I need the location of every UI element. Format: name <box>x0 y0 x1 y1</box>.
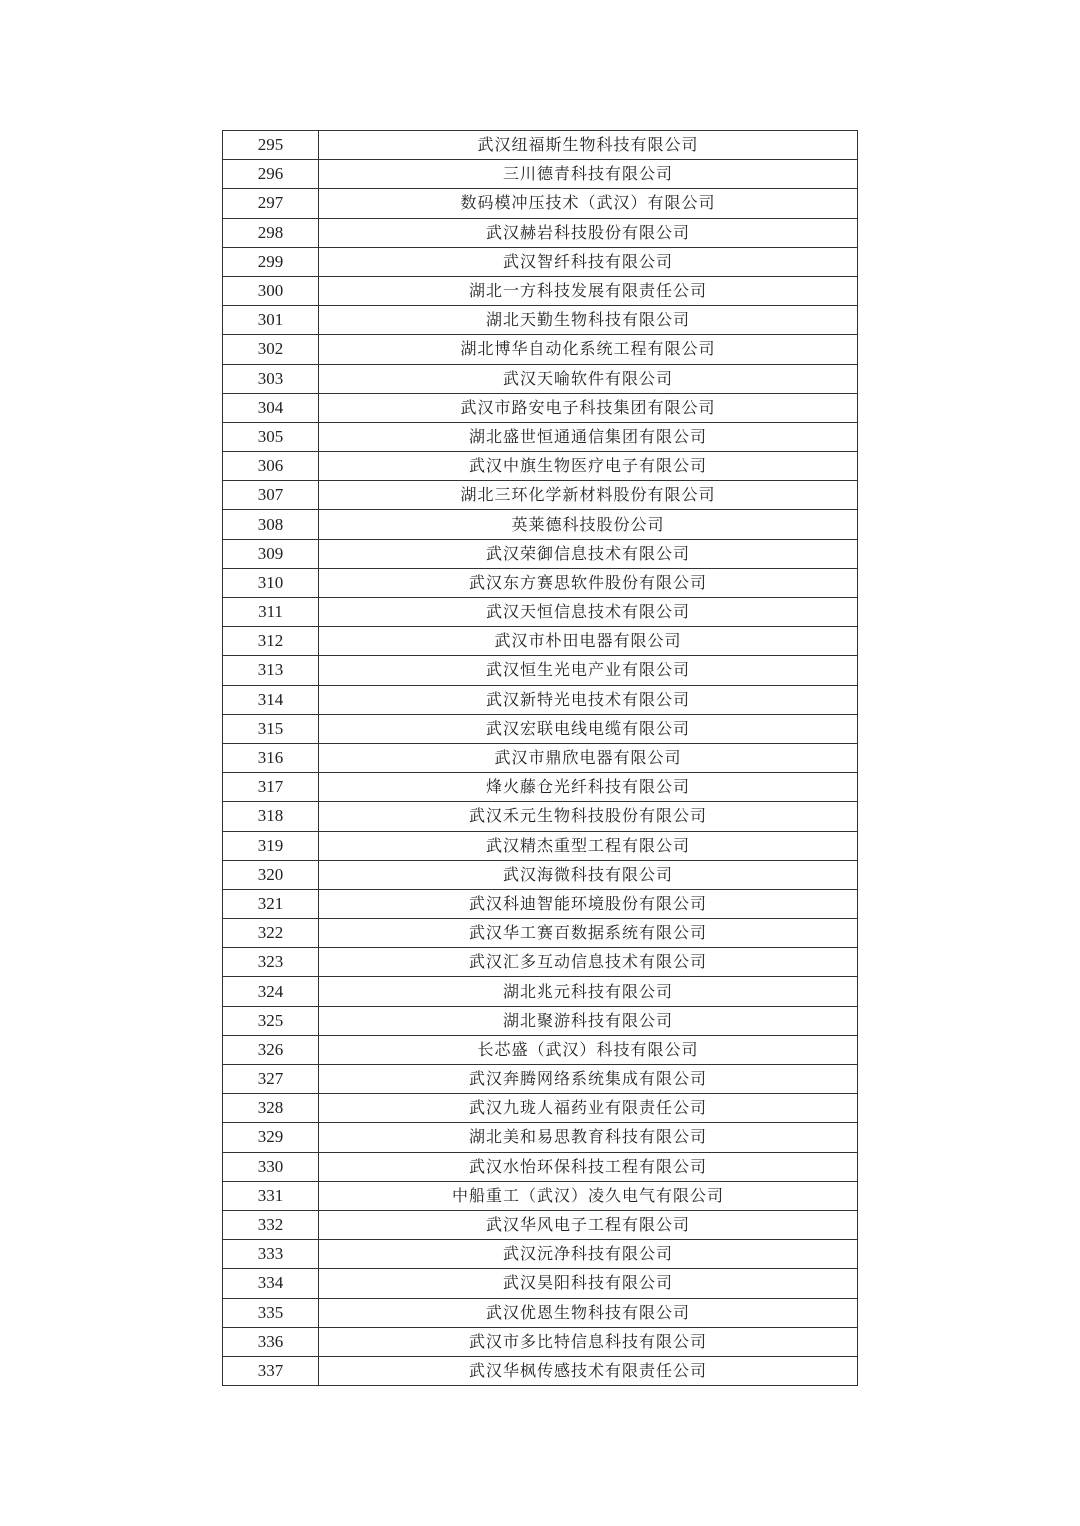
row-number-cell: 296 <box>223 160 319 189</box>
table-row <box>223 1181 858 1210</box>
company-name-cell: 武汉昊阳科技有限公司 <box>319 1269 858 1298</box>
company-name-cell: 武汉荣御信息技术有限公司 <box>319 539 858 568</box>
row-number-cell: 319 <box>223 831 319 860</box>
table-row <box>223 773 858 802</box>
company-name-cell: 武汉海微科技有限公司 <box>319 860 858 889</box>
table-row <box>223 714 858 743</box>
company-name-cell: 湖北三环化学新材料股份有限公司 <box>319 481 858 510</box>
row-number-cell: 303 <box>223 364 319 393</box>
row-number-cell: 295 <box>223 131 319 160</box>
row-number-cell: 333 <box>223 1240 319 1269</box>
row-number-cell: 316 <box>223 743 319 772</box>
table-row <box>223 131 858 160</box>
row-number-cell: 299 <box>223 247 319 276</box>
company-name-cell: 武汉华工赛百数据系统有限公司 <box>319 919 858 948</box>
company-name-cell: 长芯盛（武汉）科技有限公司 <box>319 1035 858 1064</box>
table-row <box>223 364 858 393</box>
company-name-cell: 武汉中旗生物医疗电子有限公司 <box>319 452 858 481</box>
table-row <box>223 160 858 189</box>
table-row <box>223 1298 858 1327</box>
company-name-cell: 武汉禾元生物科技股份有限公司 <box>319 802 858 831</box>
row-number-cell: 332 <box>223 1210 319 1239</box>
table-row <box>223 948 858 977</box>
table-row <box>223 1269 858 1298</box>
table-row <box>223 860 858 889</box>
company-name-cell: 湖北一方科技发展有限责任公司 <box>319 276 858 305</box>
table-row <box>223 452 858 481</box>
table-row <box>223 831 858 860</box>
company-name-cell: 武汉纽福斯生物科技有限公司 <box>319 131 858 160</box>
row-number-cell: 328 <box>223 1094 319 1123</box>
company-name-cell: 武汉科迪智能环境股份有限公司 <box>319 889 858 918</box>
company-name-cell: 武汉恒生光电产业有限公司 <box>319 656 858 685</box>
company-name-cell: 湖北美和易思教育科技有限公司 <box>319 1123 858 1152</box>
row-number-cell: 297 <box>223 189 319 218</box>
company-name-cell: 武汉赫岩科技股份有限公司 <box>319 218 858 247</box>
company-name-cell: 武汉沅净科技有限公司 <box>319 1240 858 1269</box>
row-number-cell: 313 <box>223 656 319 685</box>
row-number-cell: 329 <box>223 1123 319 1152</box>
company-name-cell: 湖北博华自动化系统工程有限公司 <box>319 335 858 364</box>
table-row <box>223 218 858 247</box>
company-name-cell: 中船重工（武汉）凌久电气有限公司 <box>319 1181 858 1210</box>
company-name-cell: 武汉宏联电线电缆有限公司 <box>319 714 858 743</box>
company-name-cell: 武汉市多比特信息科技有限公司 <box>319 1327 858 1356</box>
company-name-cell: 武汉华风电子工程有限公司 <box>319 1210 858 1239</box>
company-name-cell: 英莱德科技股份公司 <box>319 510 858 539</box>
table-row <box>223 743 858 772</box>
table-row <box>223 977 858 1006</box>
row-number-cell: 304 <box>223 393 319 422</box>
table-row <box>223 481 858 510</box>
table-row <box>223 247 858 276</box>
row-number-cell: 314 <box>223 685 319 714</box>
company-name-cell: 武汉九珑人福药业有限责任公司 <box>319 1094 858 1123</box>
row-number-cell: 321 <box>223 889 319 918</box>
row-number-cell: 323 <box>223 948 319 977</box>
table-row <box>223 335 858 364</box>
table-row <box>223 422 858 451</box>
table-row <box>223 685 858 714</box>
row-number-cell: 322 <box>223 919 319 948</box>
company-name-cell: 武汉天喻软件有限公司 <box>319 364 858 393</box>
company-name-cell: 武汉优恩生物科技有限公司 <box>319 1298 858 1327</box>
row-number-cell: 309 <box>223 539 319 568</box>
table-row <box>223 189 858 218</box>
row-number-cell: 327 <box>223 1065 319 1094</box>
company-name-cell: 三川德青科技有限公司 <box>319 160 858 189</box>
table-row <box>223 627 858 656</box>
table-row <box>223 1123 858 1152</box>
table-row <box>223 568 858 597</box>
row-number-cell: 320 <box>223 860 319 889</box>
company-name-cell: 湖北天勤生物科技有限公司 <box>319 306 858 335</box>
company-name-cell: 武汉精杰重型工程有限公司 <box>319 831 858 860</box>
company-name-cell: 武汉奔腾网络系统集成有限公司 <box>319 1065 858 1094</box>
company-name-cell: 武汉汇多互动信息技术有限公司 <box>319 948 858 977</box>
table-row <box>223 1035 858 1064</box>
table-row <box>223 656 858 685</box>
row-number-cell: 325 <box>223 1006 319 1035</box>
table-row <box>223 1152 858 1181</box>
row-number-cell: 330 <box>223 1152 319 1181</box>
company-name-cell: 武汉新特光电技术有限公司 <box>319 685 858 714</box>
company-name-cell: 数码模冲压技术（武汉）有限公司 <box>319 189 858 218</box>
row-number-cell: 317 <box>223 773 319 802</box>
table-row <box>223 598 858 627</box>
table-row <box>223 1065 858 1094</box>
table-row <box>223 889 858 918</box>
table-row <box>223 1240 858 1269</box>
table-row <box>223 1327 858 1356</box>
row-number-cell: 300 <box>223 276 319 305</box>
row-number-cell: 318 <box>223 802 319 831</box>
company-name-cell: 武汉天恒信息技术有限公司 <box>319 598 858 627</box>
company-list-body <box>223 131 858 1386</box>
company-name-cell: 烽火藤仓光纤科技有限公司 <box>319 773 858 802</box>
table-row <box>223 306 858 335</box>
company-name-cell: 武汉水怡环保科技工程有限公司 <box>319 1152 858 1181</box>
row-number-cell: 311 <box>223 598 319 627</box>
row-number-cell: 298 <box>223 218 319 247</box>
company-name-cell: 湖北聚游科技有限公司 <box>319 1006 858 1035</box>
table-row <box>223 510 858 539</box>
row-number-cell: 305 <box>223 422 319 451</box>
row-number-cell: 306 <box>223 452 319 481</box>
row-number-cell: 302 <box>223 335 319 364</box>
table-row <box>223 802 858 831</box>
company-name-cell: 湖北兆元科技有限公司 <box>319 977 858 1006</box>
company-name-cell: 湖北盛世恒通通信集团有限公司 <box>319 422 858 451</box>
company-name-cell: 武汉市鼎欣电器有限公司 <box>319 743 858 772</box>
company-list-table <box>222 130 858 1386</box>
row-number-cell: 326 <box>223 1035 319 1064</box>
company-name-cell: 武汉智纤科技有限公司 <box>319 247 858 276</box>
row-number-cell: 334 <box>223 1269 319 1298</box>
company-name-cell: 武汉市朴田电器有限公司 <box>319 627 858 656</box>
row-number-cell: 301 <box>223 306 319 335</box>
table-row <box>223 1006 858 1035</box>
row-number-cell: 335 <box>223 1298 319 1327</box>
row-number-cell: 324 <box>223 977 319 1006</box>
table-row <box>223 919 858 948</box>
row-number-cell: 315 <box>223 714 319 743</box>
company-name-cell: 武汉东方赛思软件股份有限公司 <box>319 568 858 597</box>
row-number-cell: 336 <box>223 1327 319 1356</box>
table-row <box>223 276 858 305</box>
company-name-cell: 武汉市路安电子科技集团有限公司 <box>319 393 858 422</box>
table-row <box>223 1094 858 1123</box>
table-row <box>223 1356 858 1385</box>
table-row <box>223 1210 858 1239</box>
row-number-cell: 307 <box>223 481 319 510</box>
table-row <box>223 539 858 568</box>
row-number-cell: 310 <box>223 568 319 597</box>
row-number-cell: 312 <box>223 627 319 656</box>
row-number-cell: 337 <box>223 1356 319 1385</box>
row-number-cell: 331 <box>223 1181 319 1210</box>
company-name-cell: 武汉华枫传感技术有限责任公司 <box>319 1356 858 1385</box>
table-row <box>223 393 858 422</box>
row-number-cell: 308 <box>223 510 319 539</box>
